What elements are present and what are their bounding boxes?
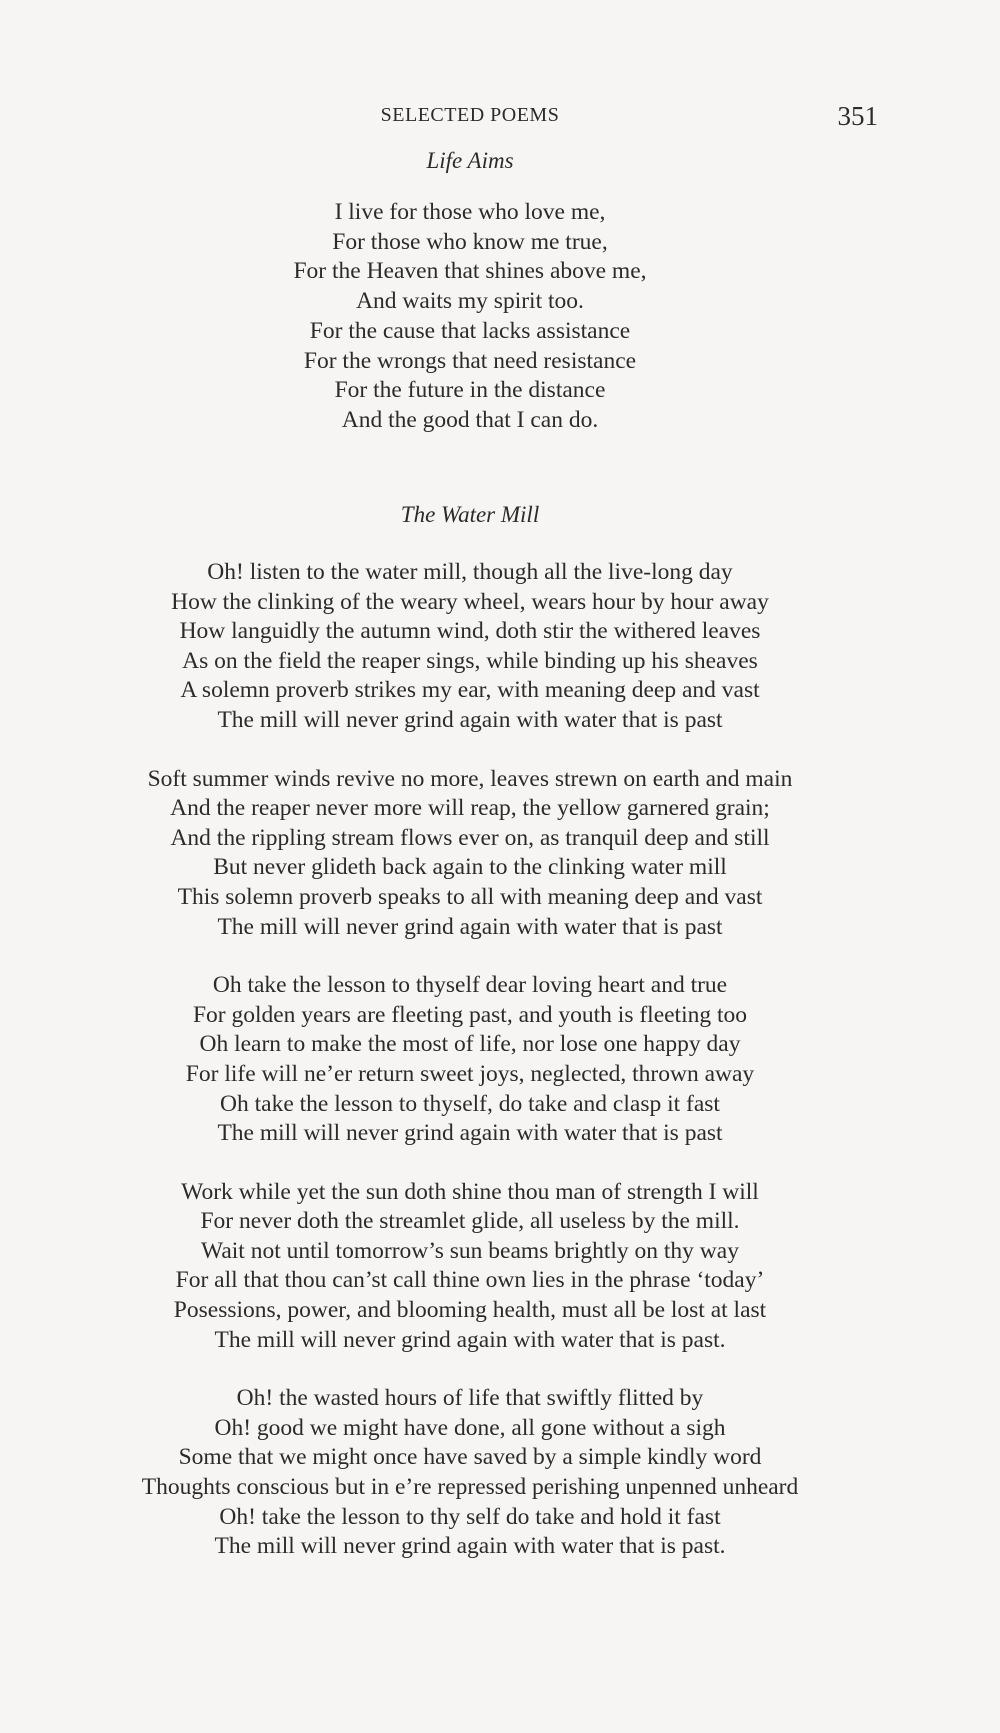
poem-line: For life will ne’er return sweet joys, neglected, thrown away xyxy=(185,1060,755,1087)
poem-line: Thoughts conscious but in e’re repressed perishing unpenned unheard xyxy=(141,1474,799,1501)
poem-line: The mill will never grind again with water that is past. xyxy=(214,1326,726,1353)
poem-line: Oh learn to make the most of life, nor lose one happy day xyxy=(199,1031,741,1058)
poem-line: Oh! good we might have done, all gone without a sigh xyxy=(214,1414,726,1441)
poem-line: Work while yet the sun doth shine thou man of strength I will xyxy=(181,1178,759,1205)
poem-line: Soft summer winds revive no more, leaves strewn on earth and main xyxy=(147,765,793,792)
poem-line: For never doth the streamlet glide, all useless by the mill. xyxy=(200,1208,740,1235)
poem-line: For the future in the distance xyxy=(334,377,606,404)
poem-life-aims xyxy=(0,146,940,465)
poem-line: The mill will never grind again with water that is past. xyxy=(214,1533,726,1560)
poem-line: For those who know me true, xyxy=(332,228,608,255)
stanza xyxy=(0,198,940,436)
poem-line: Oh take the lesson to thyself, do take and clasp it fast xyxy=(220,1090,720,1117)
poem-line: For the cause that lacks assistance xyxy=(309,317,631,344)
poem-line: For all that thou can’st call thine own lies in the phrase ‘today’ xyxy=(175,1267,765,1294)
poem-line: And the reaper never more will reap, the yellow garnered grain; xyxy=(170,795,770,822)
poem-line: The mill will never grind again with water that is past xyxy=(217,706,723,733)
stanza xyxy=(0,1384,940,1562)
poem-line: The mill will never grind again with water that is past xyxy=(217,913,723,940)
poem-line: And the good that I can do. xyxy=(341,406,599,433)
poem-line: And the rippling stream flows ever on, as tranquil deep and still xyxy=(170,824,770,851)
poem-title: Life Aims xyxy=(426,148,514,173)
poem-line: Wait not until tomorrow’s sun beams brightly on thy way xyxy=(201,1237,739,1264)
poem-line: I live for those who love me, xyxy=(334,199,606,225)
poem-line: For the wrongs that need resistance xyxy=(303,347,637,374)
stanza xyxy=(0,1178,940,1356)
page-number: 351 xyxy=(837,101,878,131)
poem-line: A solemn proverb strikes my ear, with meaning deep and vast xyxy=(180,677,760,704)
poem-line: The mill will never grind again with water that is past xyxy=(217,1120,723,1147)
stanza xyxy=(0,765,940,943)
poem-line: Oh! listen to the water mill, though all the live-long day xyxy=(207,559,733,585)
poem-line: But never glideth back again to the clinking water mill xyxy=(213,854,727,881)
poem-line: For golden years are fleeting past, and youth is fleeting too xyxy=(192,1001,748,1028)
poem-line: And waits my spirit too. xyxy=(356,288,584,315)
poem-line: Some that we might once have saved by a simple kindly word xyxy=(178,1444,762,1471)
poem-line: How the clinking of the weary wheel, wears hour by hour away xyxy=(171,588,769,615)
page-header xyxy=(0,101,1000,134)
poem-the-water-mill xyxy=(0,502,940,1591)
stanza xyxy=(0,558,940,736)
poem-line: Oh take the lesson to thyself dear loving heart and true xyxy=(212,972,728,999)
running-head: SELECTED POEMS xyxy=(380,104,560,126)
poem-line: Posessions, power, and blooming health, must all be lost at last xyxy=(173,1297,767,1324)
poem-title: The Water Mill xyxy=(400,502,540,527)
poem-line: As on the field the reaper sings, while binding up his sheaves xyxy=(182,647,758,674)
poem-line: How languidly the autumn wind, doth stir the withered leaves xyxy=(179,618,761,645)
poem-line: This solemn proverb speaks to all with meaning deep and vast xyxy=(177,883,763,910)
poem-line: Oh! the wasted hours of life that swiftly flitted by xyxy=(236,1385,704,1412)
poem-line: Oh! take the lesson to thy self do take and hold it fast xyxy=(219,1503,721,1530)
poem-line: For the Heaven that shines above me, xyxy=(293,258,647,285)
stanza xyxy=(0,971,940,1149)
